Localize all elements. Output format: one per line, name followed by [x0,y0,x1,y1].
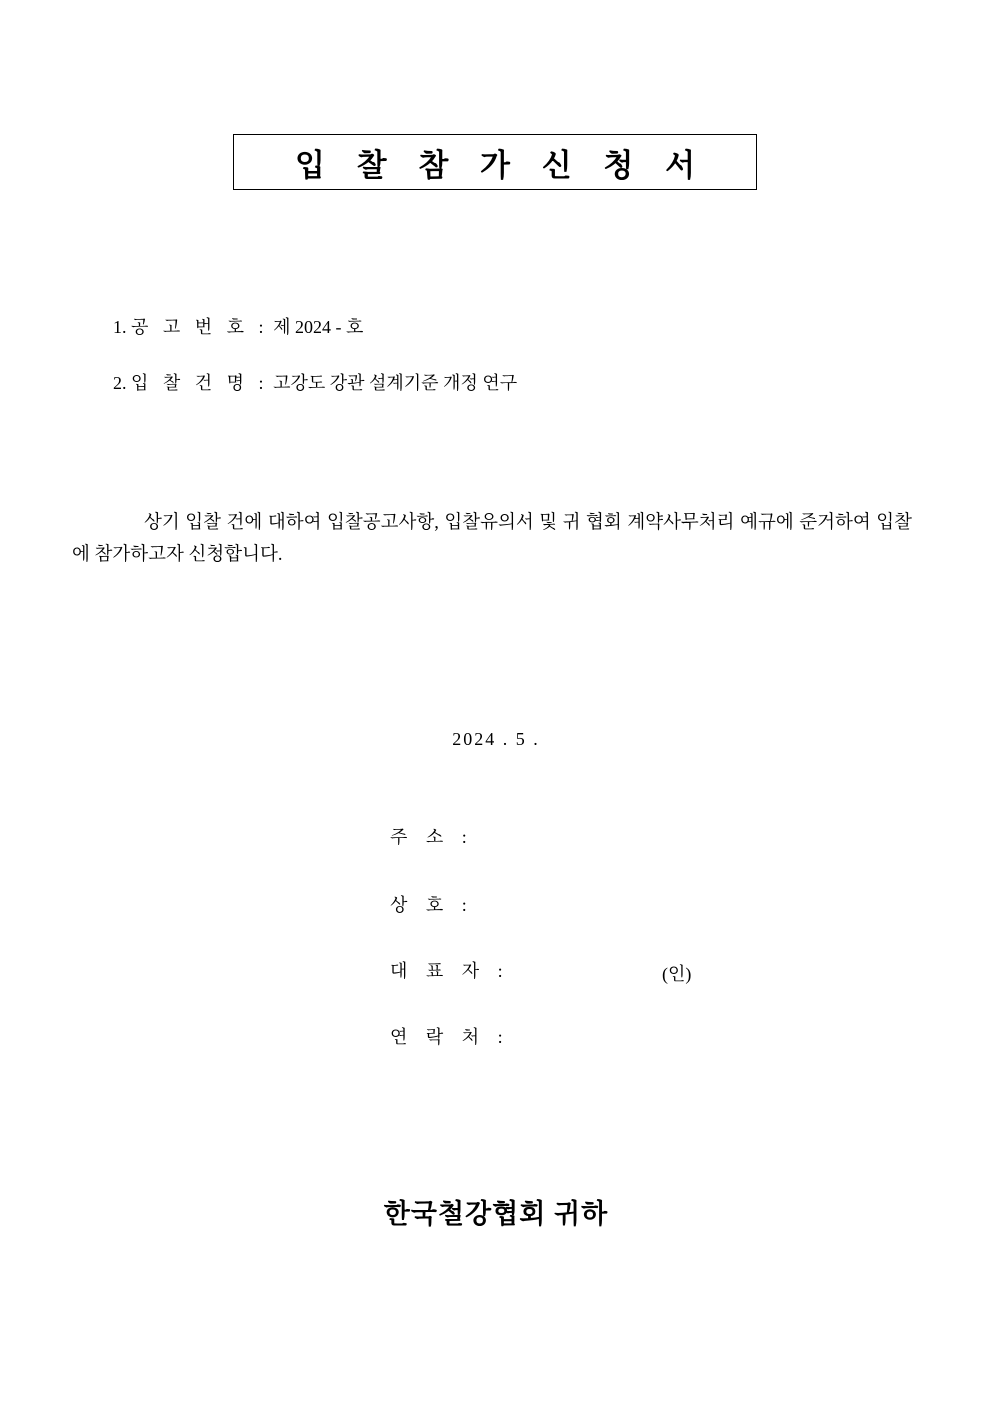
field-company-name-label: 상 호 : [390,895,474,915]
item-1-number: 1. [113,317,127,337]
date-line: 2024 . 5 . [452,729,540,749]
item-1-value: 제 2024 - 호 [273,317,364,337]
body-paragraph [72,508,912,572]
item-2-number: 2. [113,373,127,393]
field-representative [390,962,510,980]
field-contact [390,1028,510,1046]
seal-mark: (인) [662,964,692,984]
body-text: 상기 입찰 건에 대하여 입찰공고사항, 입찰유의서 및 귀 협회 계약사무처리 예규에 준거하여 입찰에 참가하고자 신청합니다. [72,513,912,565]
field-address [390,828,474,846]
field-representative-label: 대 표 자 : [390,961,510,981]
item-2-value: 고강도 강관 설계기준 개정 연구 [273,373,518,393]
recipient-line: 한국철강협회 귀하 [383,1199,609,1229]
field-contact-label: 연 락 처 : [390,1027,510,1047]
item-1-label: 공 고 번 호 : [131,317,269,337]
title-box [233,134,757,190]
field-address-label: 주 소 : [390,827,474,847]
field-bid-subject [113,374,517,392]
page-title: 입 찰 참 가 신 청 서 [294,147,708,183]
item-2-label: 입 찰 건 명 : [131,373,269,393]
field-company-name [390,896,474,914]
field-announcement-number [113,318,363,336]
